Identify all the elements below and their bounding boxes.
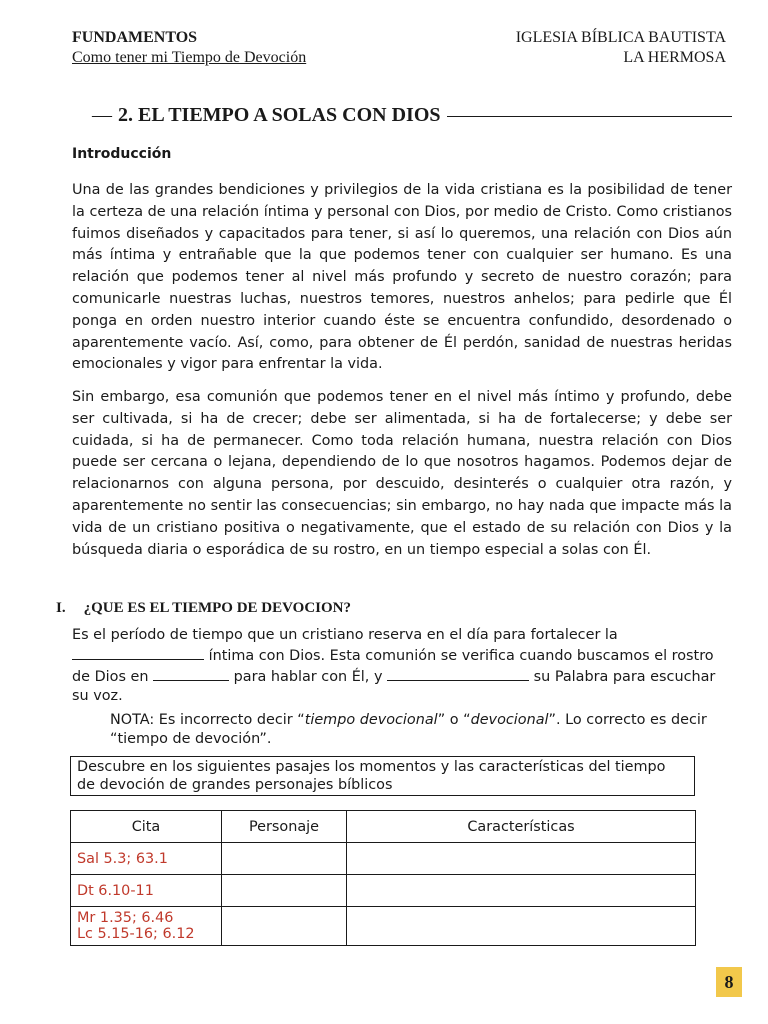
definition-text-1: Es el período de tiempo que un cristiano reserva en el día para fortalecer la (72, 627, 618, 643)
header-course-subtitle: Como tener mi Tiempo de Devoción (72, 49, 307, 66)
passages-table (70, 810, 696, 946)
header-left (72, 28, 306, 68)
fill-blank-3[interactable] (387, 666, 529, 681)
personaje-cell[interactable] (222, 843, 347, 875)
caracteristicas-cell[interactable] (347, 875, 696, 907)
title-rule (447, 116, 733, 117)
page-number-badge: 8 (716, 967, 742, 997)
section-heading (56, 600, 351, 617)
table-header-row (71, 811, 696, 843)
cita-cell (71, 907, 222, 946)
column-header-cita: Cita (71, 811, 222, 843)
caracteristicas-cell[interactable] (347, 907, 696, 946)
chapter-title (92, 104, 732, 127)
section-title: ¿QUE ES EL TIEMPO DE DEVOCION? (83, 600, 351, 616)
instruction-box: Descubre en los siguientes pasajes los momentos y las características del tiempo de devoción de grandes personajes bíblicos (70, 756, 695, 796)
fill-blank-1[interactable] (72, 645, 204, 660)
personaje-cell[interactable] (222, 875, 347, 907)
cita-cell: Sal 5.3; 63.1 (71, 843, 222, 875)
table-row (71, 843, 696, 875)
table-row (71, 907, 696, 946)
intro-paragraph-2: Sin embargo, esa comunión que podemos tener en el nivel más íntimo y profundo, debe ser cultivada, si ha de crecer; debe ser alimentada, si ha de fortalecerse; y debe ser cuidada, si ha de permanecer. Como toda relación humana, nuestra relación con Dios puede ser cercana o lejana, dependiendo de lo que nosotros hagamos. Podemos dejar de relacionarnos con alguna persona, por descuido, desinterés o cualquier otra razón, y aparentemente no sentir las consecuencias; sin embargo, no hay nada que impacte más la vida de un cristiano positiva o negativamente, que el estado de su relación con Dios y la búsqueda diaria o esporádica de su rostro, en un tiempo especial a solas con Él. (72, 389, 732, 558)
section-number: I. (56, 600, 66, 616)
title-lead-dash: — (92, 104, 112, 126)
definition-paragraph (72, 626, 722, 706)
column-header-personaje: Personaje (222, 811, 347, 843)
note-suffix: ”. Lo correcto es decir “tiempo de devoción”. (110, 712, 707, 747)
definition-text-3: para hablar con Él, y (229, 669, 388, 685)
fill-blank-2[interactable] (153, 666, 229, 681)
note (110, 711, 710, 749)
intro-heading: Introducción (72, 146, 172, 162)
definition-text-4: su Palabra para escuchar su voz. (72, 669, 716, 704)
note-term-1: tiempo devocional (304, 712, 438, 728)
note-term-2: devocional (470, 712, 549, 728)
column-header-caracteristicas: Características (347, 811, 696, 843)
caracteristicas-cell[interactable] (347, 843, 696, 875)
note-prefix: NOTA: Es incorrecto decir “ (110, 712, 305, 728)
header-course-title: FUNDAMENTOS (72, 29, 198, 46)
chapter-title-text: 2. EL TIEMPO A SOLAS CON DIOS (118, 104, 441, 126)
note-mid: ” o “ (437, 712, 471, 728)
cita-line-2: Lc 5.15-16; 6.12 (77, 926, 195, 942)
table-row (71, 875, 696, 907)
definition-text-2: íntima con Dios. Esta comunión se verifica cuando buscamos el rostro de Dios en (72, 648, 714, 685)
personaje-cell[interactable] (222, 907, 347, 946)
header-right (516, 28, 726, 68)
cita-line-1: Mr 1.35; 6.46 (77, 910, 174, 926)
intro-paragraph-1: Una de las grandes bendiciones y privilegios de la vida cristiana es la posibilidad de tener la certeza de una relación íntima y personal con Dios, por medio de Cristo. Como cristianos fuimos diseñados y capacitados para tener, si así lo queremos, una relación con Dios aún más íntima y entrañable que la que podemos tener con cualquier ser humano. Es una relación que podemos tener al nivel más profundo y secreto de nuestro corazón; para comunicarle nuestras luchas, nuestros temores, nuestros anhelos; para pedirle que Él ponga en orden nuestro interior cuando éste se encuentra confundido, desordenado o aparentemente vacío. Así, como, para obtener de Él perdón, sanidad de nuestras heridas emocionales y vigor para enfrentar la vida. (72, 182, 732, 373)
header-church-location: LA HERMOSA (623, 49, 726, 66)
header-church-name: IGLESIA BÍBLICA BAUTISTA (515, 29, 726, 46)
cita-cell: Dt 6.10-11 (71, 875, 222, 907)
